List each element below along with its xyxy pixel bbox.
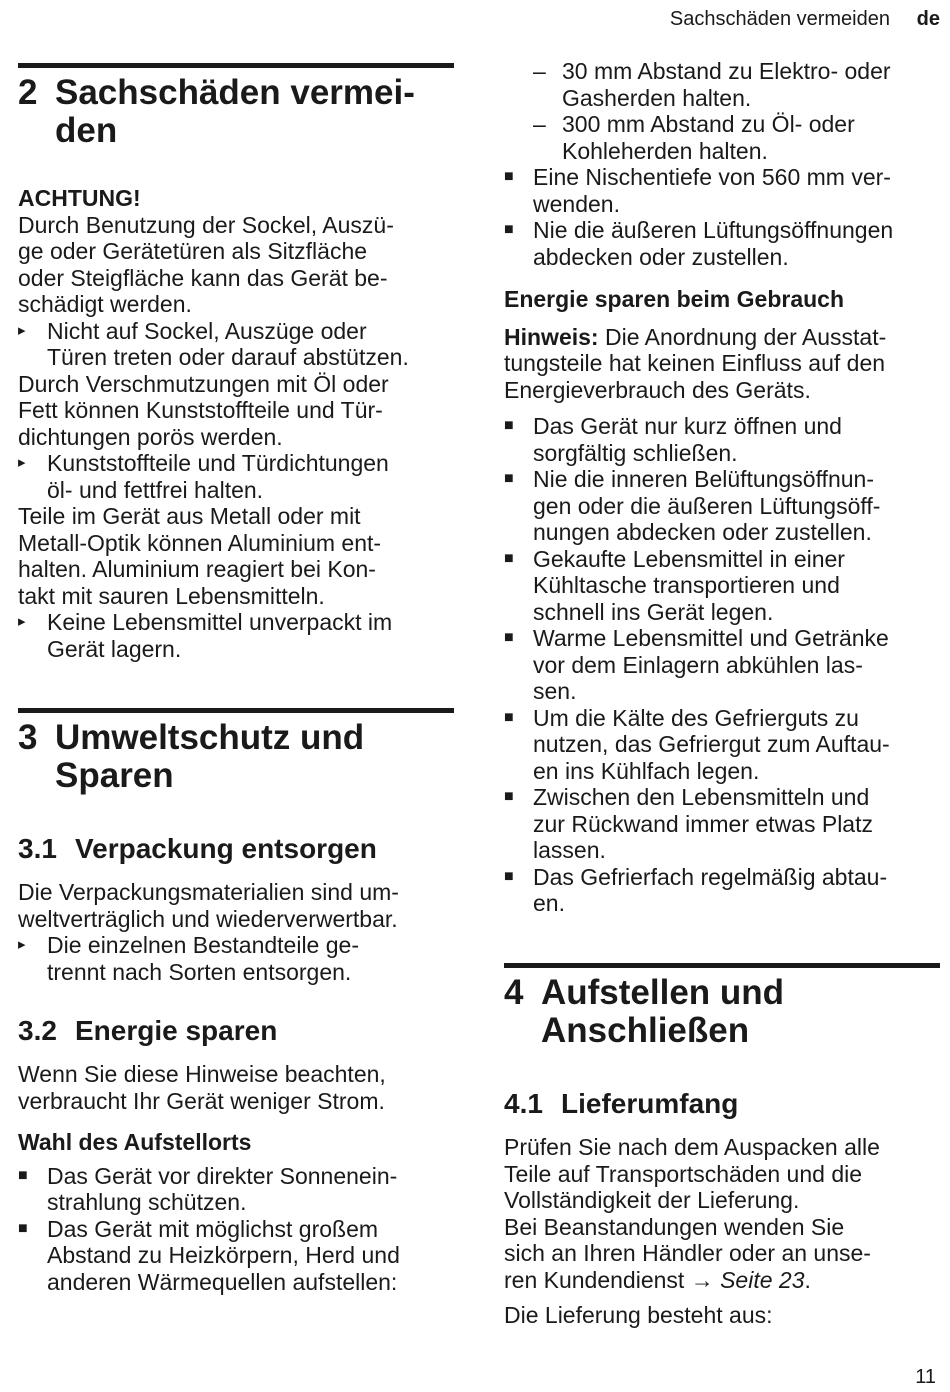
bullet-item: ■ Um die Kälte des Gefrierguts zu nutzen, das Gefriergut zum Auftau- en ins Kühlfach legen.	[504, 704, 890, 784]
square-bullet-icon: ■	[504, 708, 514, 726]
triangle-bullet-icon: ▸	[18, 613, 26, 630]
chapter-title-line: Anschließen	[541, 1011, 750, 1050]
arrow-right-icon: →	[690, 1266, 714, 1293]
section-3-1	[18, 833, 454, 985]
section-4-1	[504, 1088, 940, 1329]
body-text: Prüfen Sie nach dem Auspacken alle Teile auf Transportschäden und die Vollständigkeit der Lieferung. Bei Beanstandungen wenden Sie sich an Ihren Händler oder an unse- ren Kundendienst → Seite 23.	[504, 1134, 880, 1293]
continued-list	[504, 58, 940, 917]
chapter-title-line: Sparen	[55, 756, 174, 795]
section-heading: 3.2 Energie sparen	[18, 1015, 278, 1046]
bullet-item: ■ Eine Nischentiefe von 560 mm ver- wenden.	[504, 164, 891, 217]
body-text: Wenn Sie diese Hinweise beachten, verbraucht Ihr Gerät weniger Strom.	[18, 1061, 386, 1114]
triangle-bullet-icon: ▸	[18, 321, 26, 339]
action-item: ▸ Kunststoffteile und Türdichtungen öl- und fettfrei halten.	[18, 450, 389, 503]
bullet-item: ■ Zwischen den Lebensmitteln und zur Rückwand immer etwas Platz lassen.	[504, 784, 873, 863]
language-code: de	[916, 8, 940, 30]
chapter-title-line: Umweltschutz und	[55, 718, 365, 757]
bullet-item: ■ Das Gerät nur kurz öffnen und sorgfältig schließen.	[504, 413, 842, 466]
square-bullet-icon: ■	[504, 470, 514, 487]
square-bullet-icon: ■	[504, 168, 514, 185]
note-label: Hinweis:	[504, 323, 599, 350]
warning-text: Durch Verschmutzungen mit Öl oder Fett können Kunststoffteile und Tür- dichtungen porös werden.	[18, 370, 389, 450]
action-item: ▸ Keine Lebensmittel unverpackt im Gerät lagern.	[18, 609, 393, 662]
bullet-item: ■ Nie die inneren Belüftungsöffnun- gen oder die äußeren Lüftungsöff- nungen abdecken oder zustellen.	[504, 466, 881, 545]
chapter-4-heading	[504, 963, 940, 1050]
action-item: ▸ Die einzelnen Bestandteile ge- trennt nach Sorten entsorgen.	[18, 932, 359, 985]
dash-item: – 30 mm Abstand zu Elektro- oder Gasherden halten.	[533, 58, 891, 111]
square-bullet-icon: ■	[18, 1166, 28, 1184]
running-header: Sachschäden vermeiden	[669, 8, 890, 30]
square-bullet-icon: ■	[504, 629, 514, 646]
bullet-item: ■ Nie die äußeren Lüftungsöffnungen abdecken oder zustellen.	[504, 217, 894, 270]
chapter-number: 4	[504, 973, 524, 1012]
subheading: Energie sparen beim Gebrauch	[504, 286, 845, 312]
triangle-bullet-icon: ▸	[18, 454, 26, 471]
chapter-3-heading	[18, 708, 454, 795]
square-bullet-icon: ■	[504, 417, 514, 434]
section-heading: 4.1 Lieferumfang	[504, 1088, 739, 1119]
chapter-title-line: Sachschäden vermei-	[55, 73, 415, 112]
body-text: Die Verpackungsmaterialien sind um- weltverträglich und wiederverwertbar.	[18, 879, 399, 932]
subheading: Wahl des Aufstellorts	[18, 1129, 252, 1155]
section-heading: 3.1 Verpackung entsorgen	[18, 833, 377, 864]
dash-item: – 300 mm Abstand zu Öl- oder Kohleherden halten.	[533, 111, 855, 164]
note-text: Hinweis: Die Anordnung der Ausstat- tungsteile hat keinen Einfluss auf den Energieverbrauch des Geräts.	[504, 323, 887, 403]
dash-bullet: –	[533, 111, 546, 137]
triangle-bullet-icon: ▸	[18, 936, 26, 953]
bullet-item: ■ Das Gerät vor direkter Sonnenein- strahlung schützen.	[18, 1162, 398, 1215]
page-number: 11	[915, 1366, 936, 1388]
chapter-number: 3	[18, 718, 38, 757]
warning-block	[18, 185, 454, 662]
section-3-2	[18, 1015, 454, 1295]
warning-label: ACHTUNG!	[18, 185, 141, 211]
chapter-title-line: Aufstellen und	[541, 973, 785, 1012]
square-bullet-icon: ■	[504, 221, 514, 238]
square-bullet-icon: ■	[504, 788, 514, 805]
dash-bullet: –	[533, 58, 546, 84]
square-bullet-icon: ■	[504, 549, 514, 567]
square-bullet-icon: ■	[504, 867, 514, 885]
warning-text: Teile im Gerät aus Metall oder mit Metall-Optik können Aluminium ent- halten. Aluminium reagiert bei Kon- takt mit sauren Lebensmitteln.	[18, 503, 382, 609]
page-reference-link[interactable]: Seite 23	[720, 1266, 805, 1293]
bullet-item: ■ Das Gerät mit möglichst großem Abstand zu Heizkörpern, Herd und anderen Wärmequellen aufstellen:	[18, 1215, 400, 1295]
action-item: ▸ Nicht auf Sockel, Auszüge oder Türen treten oder darauf abstützen.	[18, 317, 409, 370]
chapter-number: 2	[18, 73, 38, 112]
chapter-2-heading	[18, 63, 454, 150]
warning-text: Durch Benutzung der Sockel, Auszü- ge oder Gerätetüren als Sitzfläche oder Steigfläche kann das Gerät be- schädigt werden.	[18, 211, 394, 317]
bullet-item: ■ Warme Lebensmittel und Getränke vor dem Einlagern abkühlen las- sen.	[504, 625, 889, 704]
body-text: Die Lieferung besteht aus:	[504, 1302, 773, 1328]
bullet-item: ■ Das Gefrierfach regelmäßig abtau- en.	[504, 863, 888, 916]
bullet-item: ■ Gekaufte Lebensmittel in einer Kühltasche transportieren und schnell ins Gerät legen.	[504, 545, 845, 625]
square-bullet-icon: ■	[18, 1219, 28, 1237]
chapter-title-line: den	[55, 111, 118, 150]
